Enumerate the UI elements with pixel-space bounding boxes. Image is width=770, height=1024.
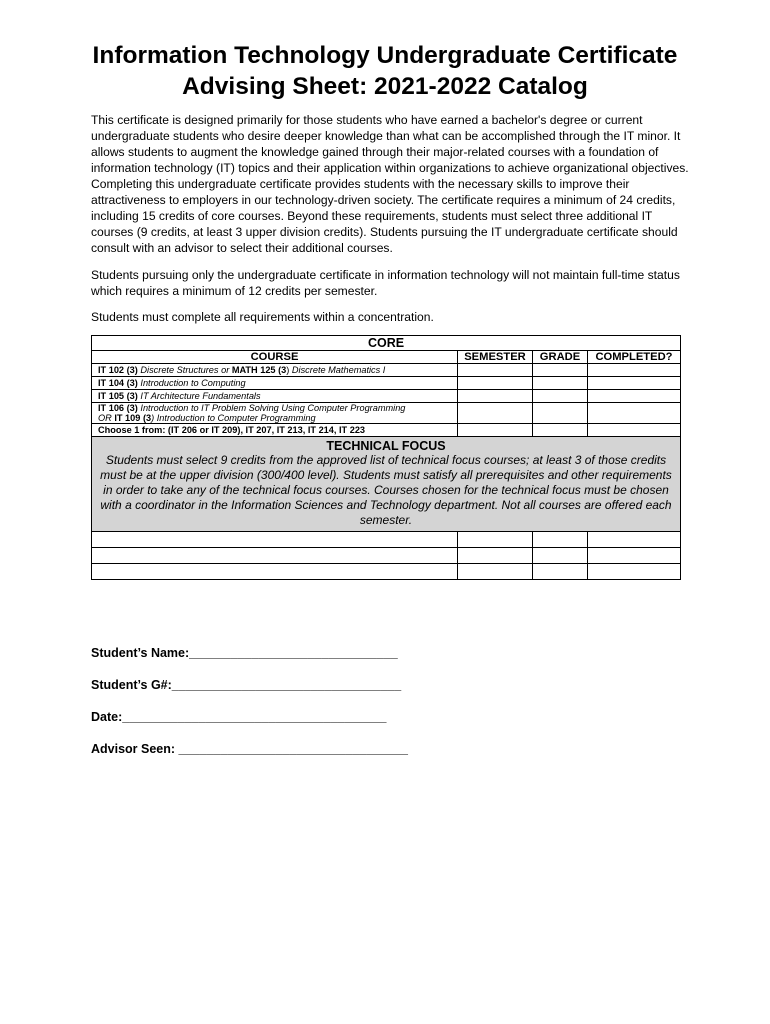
- student-name-field[interactable]: [91, 646, 398, 660]
- course-cell: IT 102 (3) Discrete Structures or MATH 125 (3) Discrete Mathematics I: [92, 364, 458, 377]
- student-name-label: Student’s Name:: [91, 646, 190, 660]
- grade-cell[interactable]: [533, 424, 588, 437]
- advisor-seen-label: Advisor Seen:: [91, 742, 179, 756]
- title-line-1: Information Technology Undergraduate Certificate: [92, 42, 678, 69]
- completed-column-header: COMPLETED?: [588, 351, 681, 364]
- grade-column-header: GRADE: [533, 351, 588, 364]
- grade-cell[interactable]: [533, 403, 588, 424]
- student-gnumber-field[interactable]: [91, 678, 401, 692]
- semester-cell[interactable]: [458, 532, 533, 548]
- technical-focus-row: [92, 437, 681, 532]
- column-header-row: [92, 351, 681, 364]
- completed-cell[interactable]: [588, 390, 681, 403]
- core-section-header: CORE: [92, 336, 681, 351]
- semester-cell[interactable]: [458, 564, 533, 580]
- course-cell[interactable]: [92, 548, 458, 564]
- date-field[interactable]: [91, 710, 386, 724]
- title-line-2: Advising Sheet: 2021-2022 Catalog: [182, 73, 588, 100]
- table-row: [92, 377, 681, 390]
- course-cell: IT 105 (3) IT Architecture Fundamentals: [92, 390, 458, 403]
- table-row: [92, 532, 681, 548]
- grade-cell[interactable]: [533, 364, 588, 377]
- completed-cell[interactable]: [588, 424, 681, 437]
- semester-cell[interactable]: [458, 403, 533, 424]
- table-row: [92, 364, 681, 377]
- student-name-line[interactable]: ______________________________: [189, 646, 398, 660]
- date-label: Date:: [91, 710, 123, 724]
- grade-cell[interactable]: [533, 390, 588, 403]
- requirements-table: [91, 335, 681, 580]
- completed-cell[interactable]: [588, 564, 681, 580]
- fulltime-paragraph: Students pursuing only the undergraduate certificate in information technology will not maintain full-time status which requires a minimum of 12 credits per semester.: [91, 268, 680, 298]
- table-row: [92, 390, 681, 403]
- grade-cell[interactable]: [533, 532, 588, 548]
- table-row: [92, 403, 681, 424]
- technical-focus-cell: [92, 437, 681, 532]
- technical-focus-description: Students must select 9 credits from the approved list of technical focus courses; at least 3 of those credits must be at the upper division (300/400 level). Students must satisfy all prerequisites and other requirements in order to take any of the technical focus courses. Courses chosen for the technical focus must be chosen with a coordinator in the Information Sciences and Technology department. Not all courses are offered each semester.: [100, 453, 672, 527]
- page-title: [60, 40, 710, 102]
- course-cell: Choose 1 from: (IT 206 or IT 209), IT 207, IT 213, IT 214, IT 223: [92, 424, 458, 437]
- date-line[interactable]: ______________________________________: [122, 710, 387, 724]
- completed-cell[interactable]: [588, 532, 681, 548]
- table-row: [92, 424, 681, 437]
- table-row: [92, 564, 681, 580]
- advisor-seen-line[interactable]: _________________________________: [178, 742, 408, 756]
- table-row: [92, 548, 681, 564]
- semester-cell[interactable]: [458, 424, 533, 437]
- intro-paragraph: This certificate is designed primarily for those students who have earned a bachelor's degree or current undergraduate students who desire deeper knowledge than what can be accomplished through the IT minor. It allows students to augment the knowledge gained through their major-related courses with a foundation of information technology (IT) topics and their application within organizations to achieve organizational objectives. Completing this undergraduate certificate provides students with the necessary skills to improve their attractiveness to employers in our technology-driven society. The certificate requires a minimum of 24 credits, including 15 credits of core courses. Beyond these requirements, students must select three additional IT courses (9 credits, at least 3 upper division credits). Students pursuing the IT undergraduate certificate should consult with an advisor to select their additional courses.: [91, 113, 689, 255]
- course-column-header: COURSE: [92, 351, 458, 364]
- course-cell: IT 104 (3) Introduction to Computing: [92, 377, 458, 390]
- completed-cell[interactable]: [588, 377, 681, 390]
- semester-cell[interactable]: [458, 390, 533, 403]
- student-gnumber-line[interactable]: _________________________________: [171, 678, 402, 692]
- student-gnumber-label: Student’s G#:: [91, 678, 172, 692]
- completed-cell[interactable]: [588, 403, 681, 424]
- course-cell[interactable]: [92, 532, 458, 548]
- advisor-seen-field[interactable]: [91, 742, 408, 756]
- semester-column-header: SEMESTER: [458, 351, 533, 364]
- completed-cell[interactable]: [588, 548, 681, 564]
- grade-cell[interactable]: [533, 548, 588, 564]
- semester-cell[interactable]: [458, 548, 533, 564]
- semester-cell[interactable]: [458, 364, 533, 377]
- grade-cell[interactable]: [533, 564, 588, 580]
- technical-focus-header: TECHNICAL FOCUS: [326, 439, 446, 453]
- semester-cell[interactable]: [458, 377, 533, 390]
- course-cell[interactable]: [92, 564, 458, 580]
- course-cell: IT 106 (3) Introduction to IT Problem Solving Using Computer Programming OR IT 109 (3) Introduction to Computer Programming: [92, 403, 458, 424]
- grade-cell[interactable]: [533, 377, 588, 390]
- completed-cell[interactable]: [588, 364, 681, 377]
- concentration-paragraph: Students must complete all requirements within a concentration.: [91, 310, 434, 324]
